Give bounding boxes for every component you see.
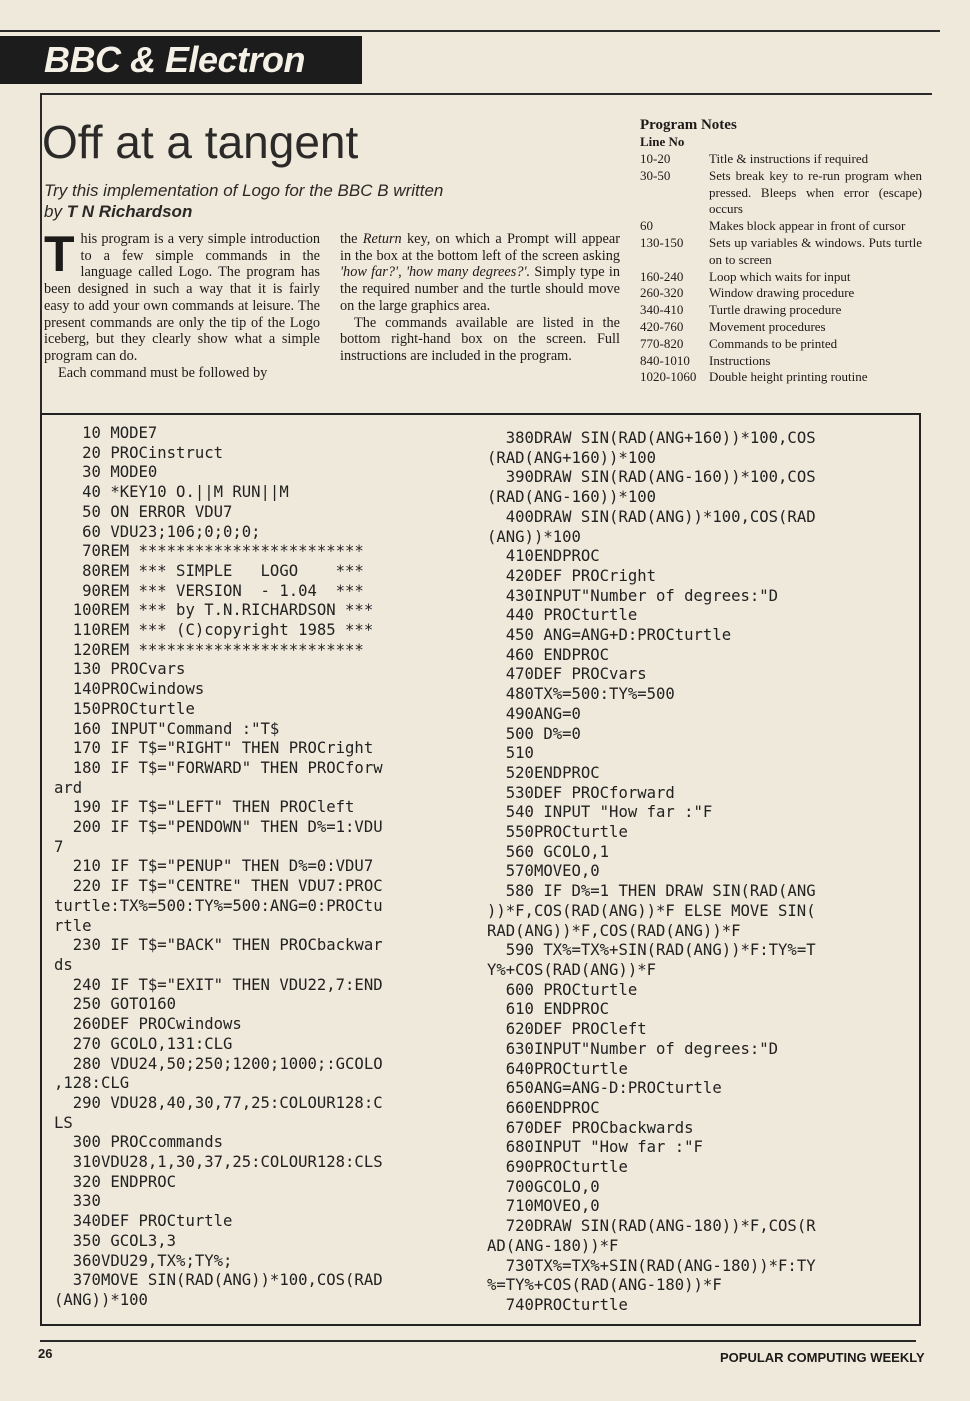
code-line: 230 IF T$="BACK" THEN PROCbackwar bbox=[54, 936, 383, 955]
code-line: (ANG))*100 bbox=[487, 527, 581, 546]
program-note-line-range: 260-320 bbox=[640, 285, 684, 301]
code-line: 170 IF T$="RIGHT" THEN PROCright bbox=[54, 739, 374, 758]
code-line: 530DEF PROCforward bbox=[487, 783, 675, 802]
program-note-row bbox=[640, 235, 922, 269]
emphasis-return: Return bbox=[362, 231, 402, 247]
code-line: 630INPUT"Number of degrees:"D bbox=[487, 1039, 779, 1058]
code-line: 260DEF PROCwindows bbox=[54, 1015, 242, 1034]
frame-top-rule bbox=[40, 93, 932, 95]
paragraph: Each command must be followed by bbox=[58, 364, 268, 381]
paragraph-text: his program is a very simple introduction to a few simple commands in the language called Logo. The program has been designed in such a way that it is fairly easy to add your own commands at leisure. The present commands are only the tip of the Logo iceberg, but they clearly show what a simple program can do. bbox=[44, 231, 320, 364]
paragraph-text: the bbox=[340, 231, 358, 247]
code-line: 560 GCOLO,1 bbox=[487, 842, 610, 861]
code-line: 10 MODE7 bbox=[54, 424, 158, 442]
code-line: AD(ANG-180))*F bbox=[487, 1236, 619, 1255]
code-line: 490ANG=0 bbox=[487, 704, 581, 723]
code-line: 340DEF PROCturtle bbox=[54, 1212, 233, 1231]
code-line: 540 INPUT "How far :"F bbox=[487, 803, 713, 822]
program-note-line-range: 160-240 bbox=[640, 268, 684, 284]
code-line: 80REM *** SIMPLE LOGO *** bbox=[54, 561, 364, 580]
article-column-2 bbox=[340, 231, 620, 365]
code-line: 420DEF PROCright bbox=[487, 566, 656, 585]
code-line: 310VDU28,1,30,37,25:COLOUR128:CLS bbox=[54, 1153, 383, 1172]
code-line: ard bbox=[54, 778, 83, 797]
program-notes-subheading: Line No bbox=[640, 134, 685, 149]
code-line: 520ENDPROC bbox=[487, 763, 600, 782]
code-line: 640PROCturtle bbox=[487, 1059, 628, 1078]
code-line: 200 IF T$="PENDOWN" THEN D%=1:VDU bbox=[54, 818, 383, 837]
code-line: 690PROCturtle bbox=[487, 1158, 628, 1177]
code-line: 730TX%=TX%+SIN(RAD(ANG-180))*F:TY bbox=[487, 1256, 816, 1275]
code-line: 120REM ************************ bbox=[54, 640, 364, 659]
code-line: 620DEF PROCleft bbox=[487, 1020, 647, 1039]
code-line: turtle:TX%=500:TY%=500:ANG=0:PROCtu bbox=[54, 896, 383, 915]
program-note-line-range: 770-820 bbox=[640, 335, 684, 351]
program-note-row bbox=[640, 151, 922, 168]
code-line: 500 D%=0 bbox=[487, 724, 581, 743]
listing-right-column bbox=[487, 429, 912, 1316]
code-line: 460 ENDPROC bbox=[487, 645, 610, 664]
code-line: 440 PROCturtle bbox=[487, 606, 638, 625]
code-line: ,128:CLG bbox=[54, 1074, 130, 1093]
code-line: %=TY%+COS(RAD(ANG-180))*F bbox=[487, 1276, 722, 1295]
emphasis-how-many-degrees: 'how many degrees?'. bbox=[405, 264, 531, 281]
listing-left-column bbox=[54, 424, 475, 1311]
code-line: 300 PROCcommands bbox=[54, 1133, 223, 1152]
code-line: (ANG))*100 bbox=[54, 1290, 148, 1309]
code-line: 90REM *** VERSION - 1.04 *** bbox=[54, 581, 364, 600]
program-note-line-range: 840-1010 bbox=[640, 352, 690, 368]
code-line: 240 IF T$="EXIT" THEN VDU22,7:END bbox=[54, 975, 383, 994]
code-line: 430INPUT"Number of degrees:"D bbox=[487, 586, 779, 605]
program-note-description: Instructions bbox=[709, 352, 771, 368]
program-note-description: Window drawing procedure bbox=[709, 285, 855, 301]
emphasis-how-far: 'how far?', bbox=[340, 264, 402, 281]
code-line: 610 ENDPROC bbox=[487, 1000, 610, 1019]
code-line: 30 MODE0 bbox=[54, 463, 158, 482]
program-note-row bbox=[640, 218, 922, 235]
code-line: 220 IF T$="CENTRE" THEN VDU7:PROC bbox=[54, 877, 383, 896]
code-line: 480TX%=500:TY%=500 bbox=[487, 685, 675, 704]
code-line: 650ANG=ANG-D:PROCturtle bbox=[487, 1079, 722, 1098]
program-note-description: Movement procedures bbox=[709, 318, 826, 334]
code-line: 720DRAW SIN(RAD(ANG-180))*F,COS(R bbox=[487, 1217, 816, 1236]
code-line: 370MOVE SIN(RAD(ANG))*100,COS(RAD bbox=[54, 1271, 383, 1290]
code-line: 270 GCOLO,131:CLG bbox=[54, 1034, 233, 1053]
program-note-row bbox=[640, 269, 922, 286]
code-line: 600 PROCturtle bbox=[487, 980, 638, 999]
paragraph bbox=[44, 226, 320, 365]
program-note-line-range: 130-150 bbox=[640, 234, 684, 250]
code-line: 580 IF D%=1 THEN DRAW SIN(RAD(ANG bbox=[487, 882, 816, 901]
program-note-description: Commands to be printed bbox=[709, 335, 838, 351]
program-note-row bbox=[640, 336, 922, 353]
code-line: RAD(ANG))*F,COS(RAD(ANG))*F bbox=[487, 921, 741, 940]
program-note-line-range: 1020-1060 bbox=[640, 369, 697, 385]
program-note-row bbox=[640, 353, 922, 370]
code-line: (RAD(ANG-160))*100 bbox=[487, 488, 656, 507]
code-line: 410ENDPROC bbox=[487, 547, 600, 566]
program-note-row bbox=[640, 369, 922, 386]
program-note-description: Loop which waits for input bbox=[709, 268, 851, 284]
code-line: 290 VDU28,40,30,77,25:COLOUR128:C bbox=[54, 1093, 383, 1112]
code-line: 470DEF PROCvars bbox=[487, 665, 647, 684]
code-line: rtle bbox=[54, 916, 92, 935]
paragraph bbox=[340, 231, 620, 315]
code-line: 700GCOLO,0 bbox=[487, 1177, 600, 1196]
program-note-row bbox=[640, 319, 922, 336]
drop-cap: T bbox=[44, 226, 75, 282]
code-line: 50 ON ERROR VDU7 bbox=[54, 502, 233, 521]
program-note-description: Turtle drawing procedure bbox=[709, 302, 842, 318]
code-line: 660ENDPROC bbox=[487, 1098, 600, 1117]
program-note-line-range: 30-50 bbox=[640, 167, 671, 183]
code-line: 550PROCturtle bbox=[487, 823, 628, 842]
program-note-description: Sets up variables & windows. Puts turtle on to screen bbox=[709, 234, 922, 267]
code-line: 400DRAW SIN(RAD(ANG))*100,COS(RAD bbox=[487, 507, 816, 526]
code-line: 100REM *** by T.N.RICHARDSON *** bbox=[54, 601, 374, 620]
code-line: 60 VDU23;106;0;0;0; bbox=[54, 522, 261, 541]
code-line: 280 VDU24,50;250;1200;1000;:GCOLO bbox=[54, 1054, 383, 1073]
code-line: (RAD(ANG+160))*100 bbox=[487, 448, 656, 467]
program-notes bbox=[640, 116, 922, 386]
page-number: 26 bbox=[38, 1346, 53, 1361]
paragraph: The commands available are listed in the bottom right-hand box on the screen. Full instructions are included in the program. bbox=[340, 314, 620, 364]
program-note-description: Double height printing routine bbox=[709, 369, 868, 385]
code-line: 110REM *** (C)copyright 1985 *** bbox=[54, 621, 374, 640]
code-line: 330 bbox=[54, 1192, 101, 1211]
code-line: Y%+COS(RAD(ANG))*F bbox=[487, 960, 656, 979]
program-note-row bbox=[640, 285, 922, 302]
article-column-1 bbox=[44, 226, 320, 381]
program-note-line-range: 340-410 bbox=[640, 302, 684, 318]
code-line: 680INPUT "How far :"F bbox=[487, 1138, 703, 1157]
code-line: 210 IF T$="PENUP" THEN D%=0:VDU7 bbox=[54, 857, 374, 876]
program-notes-list bbox=[640, 151, 922, 386]
program-notes-heading: Program Notes bbox=[640, 117, 737, 133]
code-line: 320 ENDPROC bbox=[54, 1172, 177, 1191]
code-line: 350 GCOL3,3 bbox=[54, 1231, 177, 1250]
paragraph-text: key, on which a Prompt will appear in the box at the bottom left of the screen asking bbox=[340, 231, 621, 264]
code-line: 40 *KEY10 O.||M RUN||M bbox=[54, 483, 289, 502]
code-line: 140PROCwindows bbox=[54, 680, 205, 699]
code-line: 590 TX%=TX%+SIN(RAD(ANG))*F:TY%=T bbox=[487, 941, 816, 960]
program-note-line-range: 60 bbox=[640, 218, 653, 234]
code-line: 360VDU29,TX%;TY%; bbox=[54, 1251, 233, 1270]
code-line: 7 bbox=[54, 837, 64, 856]
code-line: 510 bbox=[487, 744, 534, 763]
program-note-line-range: 10-20 bbox=[640, 151, 671, 166]
code-line: 390DRAW SIN(RAD(ANG-160))*100,COS bbox=[487, 468, 816, 487]
code-line: 20 PROCinstruct bbox=[54, 443, 223, 462]
program-note-line-range: 420-760 bbox=[640, 318, 684, 334]
code-line: 130 PROCvars bbox=[54, 660, 186, 679]
code-line: ds bbox=[54, 955, 73, 974]
bottom-rule bbox=[40, 1340, 916, 1342]
article-headline: Off at a tangent bbox=[42, 116, 359, 168]
code-line: 380DRAW SIN(RAD(ANG+160))*100,COS bbox=[487, 429, 816, 447]
code-line: 250 GOTO160 bbox=[54, 995, 177, 1014]
top-rule bbox=[0, 30, 940, 32]
code-line: 570MOVEO,0 bbox=[487, 862, 600, 881]
program-note-row bbox=[640, 302, 922, 319]
code-line: 710MOVEO,0 bbox=[487, 1197, 600, 1216]
code-line: 670DEF PROCbackwards bbox=[487, 1118, 694, 1137]
code-line: 180 IF T$="FORWARD" THEN PROCforw bbox=[54, 758, 383, 777]
author-name: T N Richardson bbox=[66, 202, 193, 221]
code-line: 70REM ************************ bbox=[54, 542, 364, 561]
magazine-name: POPULAR COMPUTING WEEKLY bbox=[720, 1350, 925, 1365]
paragraph-text: Simply type in the required number and the turtle should move on the large graphics area. bbox=[340, 264, 621, 314]
section-title: BBC & Electron bbox=[44, 39, 306, 80]
article-standfirst bbox=[44, 180, 464, 222]
code-line: 190 IF T$="LEFT" THEN PROCleft bbox=[54, 798, 355, 817]
program-note-row bbox=[640, 168, 922, 218]
code-line: ))*F,COS(RAD(ANG))*F ELSE MOVE SIN( bbox=[487, 901, 816, 920]
program-note-description: Makes block appear in front of cursor bbox=[709, 218, 906, 234]
program-note-description: Title & instructions if required bbox=[709, 151, 869, 166]
program-note-description: Sets break key to re-run program when pressed. Bleeps when error (escape) occurs bbox=[709, 167, 922, 217]
standfirst-text: Try this implementation of Logo for the BBC B written by bbox=[44, 181, 444, 221]
code-line: 740PROCturtle bbox=[487, 1295, 628, 1314]
code-line: 450 ANG=ANG+D:PROCturtle bbox=[487, 626, 732, 645]
code-line: LS bbox=[54, 1113, 73, 1132]
code-line: 160 INPUT"Command :"T$ bbox=[54, 719, 280, 738]
code-line: 150PROCturtle bbox=[54, 699, 195, 718]
